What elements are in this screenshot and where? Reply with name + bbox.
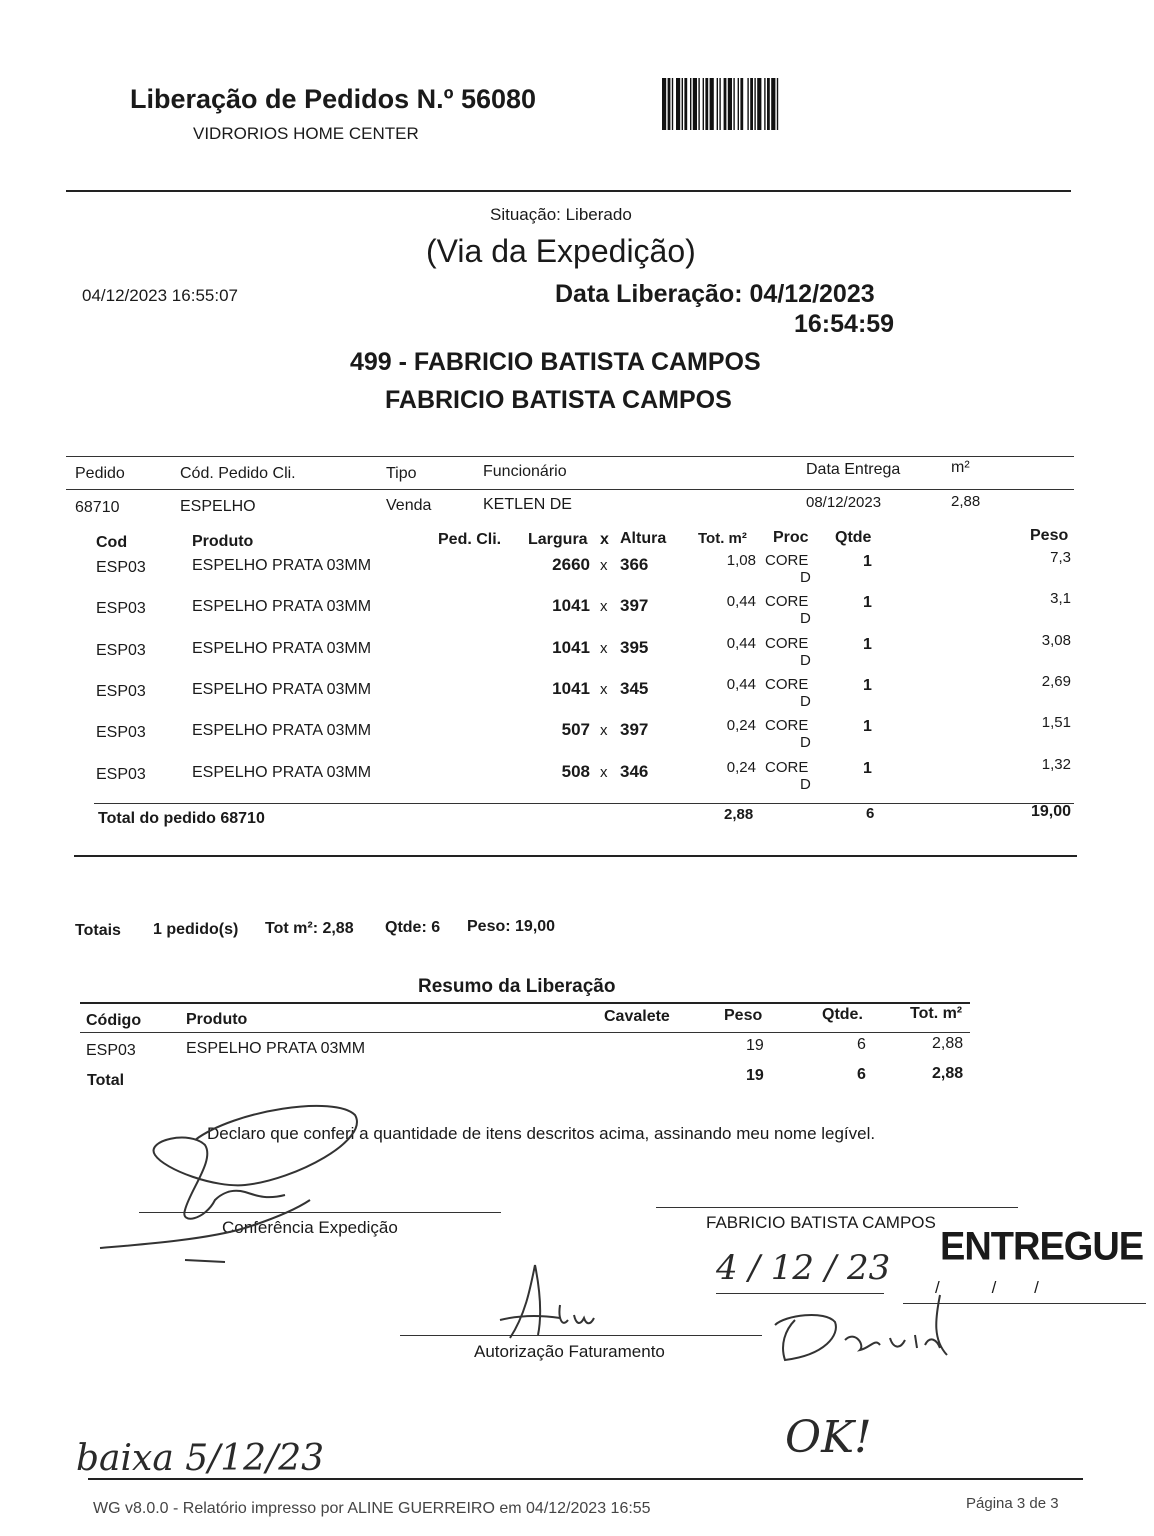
item-tot-m2: 0,24 xyxy=(726,717,756,735)
client-code-name: 499 - FABRICIO BATISTA CAMPOS xyxy=(350,348,761,376)
item-x: x xyxy=(600,557,608,574)
items-col-altura: Altura xyxy=(620,530,667,547)
order-cod-pedido-cli-value: ESPELHO xyxy=(180,498,256,515)
barcode-bar xyxy=(668,78,671,130)
item-tot-m2: 1,08 xyxy=(726,552,756,569)
order-funcionario-value: KETLEN DE xyxy=(483,496,572,513)
summary-total-label: Total xyxy=(87,1072,125,1089)
item-tot-m2: 0,44 xyxy=(726,634,756,652)
item-largura: 507 xyxy=(561,720,590,740)
items-col-produto: Produto xyxy=(192,533,254,550)
totals-m2: Tot m²: 2,88 xyxy=(265,920,354,937)
item-produto: ESPELHO PRATA 03MM xyxy=(192,722,372,740)
item-peso: 7,3 xyxy=(1050,549,1071,566)
declaration-text: Declaro que conferi a quantidade de itens descritos acima, assinando meu nome legível. xyxy=(207,1124,876,1143)
order-table-top-line xyxy=(66,456,1074,457)
barcode xyxy=(662,78,840,130)
client-name: FABRICIO BATISTA CAMPOS xyxy=(385,386,732,414)
items-total-qtde: 6 xyxy=(866,805,875,822)
item-largura: 2660 xyxy=(552,555,590,574)
items-col-cod: Cod xyxy=(96,534,128,551)
item-proc1: CORE xyxy=(765,675,809,693)
item-x: x xyxy=(600,680,608,698)
handwritten-date: 4 / 12 / 23 xyxy=(716,1248,891,1288)
items-col-ped-cli: Ped. Cli. xyxy=(438,531,502,548)
handwritten-baixa: baixa 5/12/23 xyxy=(76,1438,325,1479)
item-largura: 1041 xyxy=(552,596,590,616)
col-funcionario: Funcionário xyxy=(483,463,567,480)
item-proc1: CORE xyxy=(765,593,809,611)
summary-row-qtde: 6 xyxy=(857,1036,866,1053)
client-signature-line xyxy=(656,1207,1018,1208)
summary-row-tot-m2: 2,88 xyxy=(932,1035,964,1052)
summary-col-peso: Peso xyxy=(724,1007,763,1024)
release-time: 16:54:59 xyxy=(794,310,895,338)
summary-col-produto: Produto xyxy=(186,1011,248,1028)
barcode-bar xyxy=(676,78,680,130)
item-peso: 3,08 xyxy=(1041,631,1071,649)
items-total-line xyxy=(94,803,1074,804)
items-total-m2: 2,88 xyxy=(724,806,754,823)
summary-total-qtde: 6 xyxy=(857,1066,866,1083)
col-pedido: Pedido xyxy=(75,465,125,482)
summary-row-codigo: ESP03 xyxy=(86,1042,136,1059)
item-produto: ESPELHO PRATA 03MM xyxy=(192,763,372,781)
items-total-label: Total do pedido 68710 xyxy=(98,810,265,827)
item-cod: ESP03 xyxy=(96,600,146,618)
summary-col-tot-m2: Tot. m² xyxy=(910,1005,963,1022)
items-col-proc: Proc xyxy=(773,529,809,546)
item-proc2: D xyxy=(800,775,811,793)
footer-printed-by: WG v8.0.0 - Relatório impresso por ALINE GUERREIRO em 04/12/2023 16:55 xyxy=(93,1500,651,1517)
item-largura: 1041 xyxy=(552,678,590,698)
summary-col-codigo: Código xyxy=(86,1012,142,1029)
item-altura: 345 xyxy=(620,678,649,698)
order-tipo-value: Venda xyxy=(386,497,432,514)
item-x: x xyxy=(600,722,608,740)
item-produto: ESPELHO PRATA 03MM xyxy=(192,598,372,616)
items-col-tot-m2: Tot. m² xyxy=(698,530,747,547)
item-largura: 1041 xyxy=(552,637,590,657)
barcode-bar xyxy=(724,78,727,130)
item-cod: ESP03 xyxy=(96,641,146,659)
item-proc1: CORE xyxy=(765,758,809,776)
barcode-bar xyxy=(771,78,775,130)
item-tot-m2: 0,24 xyxy=(726,758,756,776)
item-tot-m2: 0,44 xyxy=(726,593,756,611)
col-data-entrega: Data Entrega xyxy=(806,461,901,478)
item-altura: 366 xyxy=(620,555,649,574)
item-altura: 397 xyxy=(620,596,649,616)
via-label: (Via da Expedição) xyxy=(426,233,696,269)
company-name: VIDRORIOS HOME CENTER xyxy=(193,124,419,143)
situation-label: Situação: Liberado xyxy=(490,205,632,224)
barcode-bar xyxy=(710,78,714,130)
print-datetime: 04/12/2023 16:55:07 xyxy=(82,286,238,305)
barcode-bar xyxy=(764,78,765,130)
item-cod: ESP03 xyxy=(96,765,146,783)
summary-total-tot-m2: 2,88 xyxy=(932,1065,964,1082)
barcode-bar xyxy=(684,78,687,130)
barcode-bar xyxy=(728,78,732,130)
item-peso: 1,51 xyxy=(1041,714,1071,732)
conferencia-label: Conferência Expedição xyxy=(222,1218,398,1237)
items-col-x: x xyxy=(600,531,609,548)
conferencia-signature-scribble xyxy=(95,1100,365,1270)
barcode-bar xyxy=(747,78,748,130)
item-x: x xyxy=(600,639,608,657)
item-x: x xyxy=(600,598,608,616)
barcode-bar xyxy=(777,78,778,130)
items-col-qtde: Qtde xyxy=(835,529,872,546)
barcode-bar xyxy=(693,78,697,130)
item-proc1: CORE xyxy=(765,634,809,652)
summary-row-produto: ESPELHO PRATA 03MM xyxy=(186,1040,366,1057)
item-peso: 3,1 xyxy=(1050,590,1071,608)
col-tipo: Tipo xyxy=(386,465,417,482)
item-cod: ESP03 xyxy=(96,682,146,700)
barcode-bar xyxy=(767,78,770,130)
autorizacao-signature-scribble xyxy=(490,1260,610,1350)
items-col-largura: Largura xyxy=(528,531,588,548)
items-col-peso: Peso xyxy=(1030,527,1069,544)
order-pedido-value: 68710 xyxy=(75,499,120,516)
release-date: Data Liberação: 04/12/2023 xyxy=(555,280,875,308)
item-peso: 1,32 xyxy=(1041,755,1071,773)
barcode-bar xyxy=(705,78,708,130)
item-qtde: 1 xyxy=(863,635,872,653)
summary-total-peso: 19 xyxy=(746,1067,764,1084)
order-data-entrega-value: 08/12/2023 xyxy=(806,494,882,511)
barcode-bar xyxy=(698,78,699,130)
item-produto: ESPELHO PRATA 03MM xyxy=(192,557,372,574)
summary-title: Resumo da Liberação xyxy=(418,976,616,997)
summary-top-line xyxy=(80,1002,970,1004)
barcode-bar xyxy=(750,78,753,130)
client-signature-scribble xyxy=(765,1290,955,1370)
item-proc1: CORE xyxy=(765,552,809,569)
summary-header-line xyxy=(80,1032,970,1033)
item-qtde: 1 xyxy=(863,553,872,570)
barcode-bar xyxy=(682,78,683,130)
item-proc2: D xyxy=(800,734,811,752)
totals-label: Totais xyxy=(75,922,121,939)
summary-row-peso: 19 xyxy=(746,1037,764,1054)
col-m2: m² xyxy=(951,459,970,476)
summary-col-cavalete: Cavalete xyxy=(604,1008,670,1025)
item-proc2: D xyxy=(800,692,811,710)
barcode-bar xyxy=(672,78,673,130)
item-proc2: D xyxy=(800,651,811,669)
barcode-bar xyxy=(662,78,666,130)
barcode-bar xyxy=(719,78,720,130)
item-cod: ESP03 xyxy=(96,559,146,576)
item-largura: 508 xyxy=(561,761,590,781)
item-altura: 395 xyxy=(620,637,649,657)
item-proc2: D xyxy=(800,610,811,628)
item-altura: 346 xyxy=(620,761,649,781)
footer-line xyxy=(88,1478,1083,1480)
barcode-bar xyxy=(754,78,755,130)
item-produto: ESPELHO PRATA 03MM xyxy=(192,639,372,657)
header-divider xyxy=(66,190,1071,192)
item-produto: ESPELHO PRATA 03MM xyxy=(192,680,372,698)
item-proc1: CORE xyxy=(765,717,809,735)
items-total-peso: 19,00 xyxy=(1031,803,1072,820)
item-qtde: 1 xyxy=(863,759,872,777)
item-cod: ESP03 xyxy=(96,724,146,742)
client-signature-name: FABRICIO BATISTA CAMPOS xyxy=(706,1213,936,1232)
item-proc2: D xyxy=(800,569,811,586)
item-qtde: 1 xyxy=(863,718,872,736)
item-peso: 2,69 xyxy=(1041,672,1071,690)
order-table-header-line xyxy=(66,489,1074,490)
item-tot-m2: 0,44 xyxy=(726,675,756,693)
item-x: x xyxy=(600,763,608,781)
stamp-date-slashes: / / / xyxy=(935,1278,1039,1297)
barcode-bar xyxy=(757,78,761,130)
barcode-bar xyxy=(717,78,718,130)
col-cod-pedido-cli: Cód. Pedido Cli. xyxy=(180,465,296,482)
totals-peso: Peso: 19,00 xyxy=(467,918,556,935)
barcode-bar xyxy=(733,78,734,130)
footer-page-number: Página 3 de 3 xyxy=(966,1495,1059,1512)
autorizacao-label: Autorização Faturamento xyxy=(474,1342,665,1361)
items-bottom-line xyxy=(74,855,1077,857)
handwritten-ok: OK! xyxy=(785,1412,872,1463)
barcode-bar xyxy=(690,78,691,130)
totals-pedidos: 1 pedido(s) xyxy=(153,921,239,938)
barcode-bar xyxy=(738,78,739,130)
item-altura: 397 xyxy=(620,720,649,740)
order-m2-value: 2,88 xyxy=(951,493,981,510)
totals-qtde: Qtde: 6 xyxy=(385,919,441,936)
item-qtde: 1 xyxy=(863,594,872,612)
barcode-bar xyxy=(703,78,704,130)
entregue-stamp: ENTREGUE xyxy=(940,1224,1144,1270)
summary-col-qtde: Qtde. xyxy=(822,1006,863,1023)
document-title: Liberação de Pedidos N.º 56080 xyxy=(130,84,537,114)
item-qtde: 1 xyxy=(863,676,872,694)
barcode-bar xyxy=(740,78,743,130)
